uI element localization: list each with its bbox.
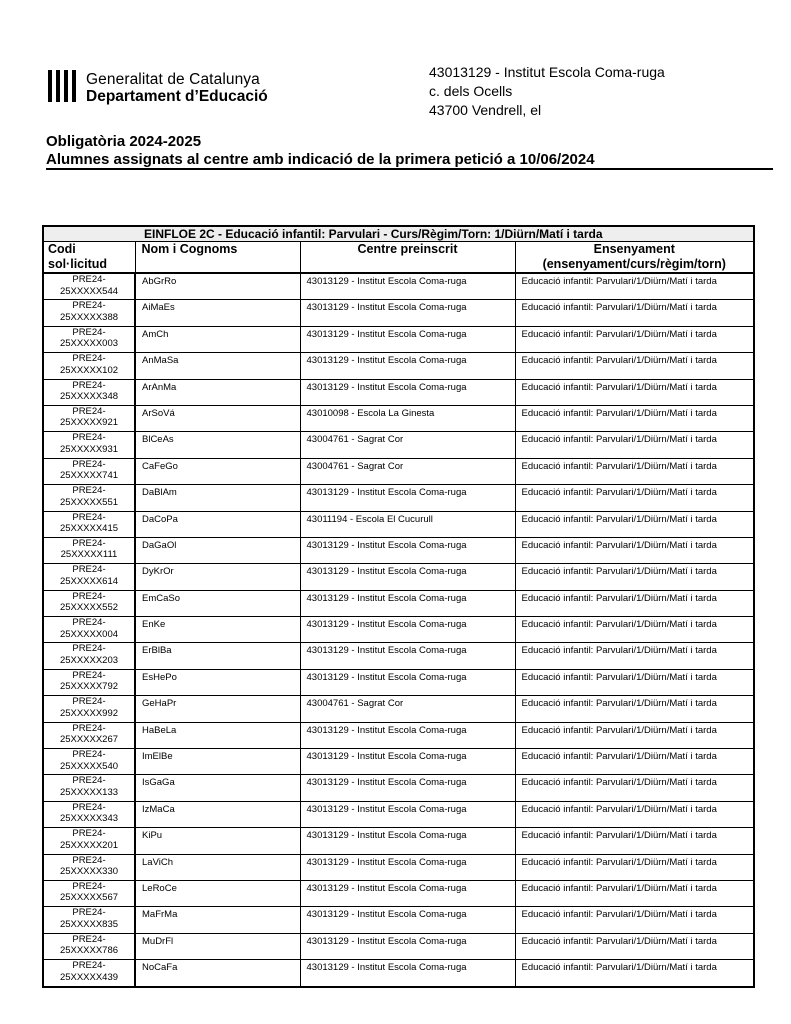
student-name-cell: KiPu (135, 828, 300, 854)
ensenyament-cell: Educació infantil: Parvulari/1/Diürn/Matí i tarda (515, 300, 754, 326)
table-row (43, 828, 754, 854)
ensenyament-cell: Educació infantil: Parvulari/1/Diürn/Matí i tarda (515, 326, 754, 352)
table-row (43, 643, 754, 669)
ensenyament-cell: Educació infantil: Parvulari/1/Diürn/Matí i tarda (515, 379, 754, 405)
request-code-prefix: PRE24- (72, 960, 106, 972)
student-name-cell: ArSoVá (135, 405, 300, 431)
column-header-code-line2: sol·licitud (48, 257, 108, 271)
request-code-cell (43, 775, 135, 801)
request-code-prefix: PRE24- (72, 537, 106, 549)
request-code-number: 25XXXXX348 (59, 391, 119, 403)
request-code-prefix: PRE24- (72, 643, 106, 655)
student-name-cell: NoCaFa (135, 960, 300, 987)
request-code-prefix: PRE24- (72, 696, 106, 708)
ensenyament-cell: Educació infantil: Parvulari/1/Diürn/Matí i tarda (515, 643, 754, 669)
request-code-cell (43, 405, 135, 431)
student-name-cell: AiMaEs (135, 300, 300, 326)
request-code-prefix: PRE24- (72, 722, 106, 734)
student-name-cell: LeRoCe (135, 880, 300, 906)
column-header-ens-line2: (ensenyament/curs/règim/torn) (542, 257, 726, 271)
table-row (43, 722, 754, 748)
centre-cell: 43013129 - Institut Escola Coma-ruga (300, 353, 515, 379)
ensenyament-cell: Educació infantil: Parvulari/1/Diürn/Matí i tarda (515, 696, 754, 722)
ensenyament-cell: Educació infantil: Parvulari/1/Diürn/Matí i tarda (515, 405, 754, 431)
request-code-cell (43, 907, 135, 933)
request-code-number: 25XXXXX614 (59, 575, 119, 587)
ensenyament-cell: Educació infantil: Parvulari/1/Diürn/Matí i tarda (515, 590, 754, 616)
centre-cell: 43013129 - Institut Escola Coma-ruga (300, 379, 515, 405)
request-code-number: 25XXXXX388 (59, 311, 119, 323)
table-row (43, 590, 754, 616)
centre-cell: 43013129 - Institut Escola Coma-ruga (300, 273, 515, 300)
student-name-cell: DaCoPa (135, 511, 300, 537)
table-row (43, 933, 754, 959)
student-name-cell: EsHePo (135, 669, 300, 695)
centre-cell: 43013129 - Institut Escola Coma-ruga (300, 300, 515, 326)
request-code-prefix: PRE24- (72, 854, 106, 866)
request-code-prefix: PRE24- (72, 590, 106, 602)
request-code-prefix: PRE24- (72, 326, 106, 338)
request-code-number: 25XXXXX835 (59, 918, 119, 930)
request-code-cell (43, 537, 135, 563)
table-row (43, 379, 754, 405)
request-code-prefix: PRE24- (72, 511, 106, 523)
table-row (43, 458, 754, 484)
ensenyament-cell: Educació infantil: Parvulari/1/Diürn/Matí i tarda (515, 617, 754, 643)
request-code-cell (43, 854, 135, 880)
ensenyament-cell: Educació infantil: Parvulari/1/Diürn/Matí i tarda (515, 880, 754, 906)
table-row (43, 273, 754, 300)
centre-cell: 43013129 - Institut Escola Coma-ruga (300, 749, 515, 775)
generalitat-logo (48, 70, 288, 106)
table-row (43, 617, 754, 643)
ensenyament-cell: Educació infantil: Parvulari/1/Diürn/Matí i tarda (515, 854, 754, 880)
request-code-prefix: PRE24- (72, 353, 106, 365)
request-code-cell (43, 880, 135, 906)
student-name-cell: ImElBe (135, 749, 300, 775)
logo-line-1: Generalitat de Catalunya (86, 71, 260, 88)
student-name-cell: AbGrRo (135, 273, 300, 300)
document-title (46, 133, 773, 169)
centre-cell: 43013129 - Institut Escola Coma-ruga (300, 775, 515, 801)
request-code-cell (43, 722, 135, 748)
student-name-cell: CaFeGo (135, 458, 300, 484)
table-row (43, 854, 754, 880)
ensenyament-cell: Educació infantil: Parvulari/1/Diürn/Matí i tarda (515, 458, 754, 484)
centre-cell: 43013129 - Institut Escola Coma-ruga (300, 880, 515, 906)
request-code-cell (43, 564, 135, 590)
centre-cell: 43013129 - Institut Escola Coma-ruga (300, 590, 515, 616)
student-name-cell: GeHaPr (135, 696, 300, 722)
table-row (43, 801, 754, 827)
request-code-cell (43, 379, 135, 405)
student-name-cell: BlCeAs (135, 432, 300, 458)
request-code-number: 25XXXXX792 (59, 681, 119, 693)
column-header-code-line1: Codi (48, 242, 76, 256)
request-code-prefix: PRE24- (72, 880, 106, 892)
request-code-cell (43, 696, 135, 722)
table-row (43, 696, 754, 722)
request-code-number: 25XXXXX003 (59, 338, 119, 350)
school-address (429, 63, 665, 120)
student-name-cell: DyKrOr (135, 564, 300, 590)
address-line-1: 43013129 - Institut Escola Coma-ruga (429, 64, 665, 80)
ensenyament-cell: Educació infantil: Parvulari/1/Diürn/Matí i tarda (515, 749, 754, 775)
request-code-number: 25XXXXX133 (59, 786, 119, 798)
request-code-number: 25XXXXX201 (59, 839, 119, 851)
request-code-prefix: PRE24- (72, 617, 106, 629)
table-row (43, 907, 754, 933)
request-code-number: 25XXXXX540 (59, 760, 119, 772)
request-code-prefix: PRE24- (72, 485, 106, 497)
column-header-ensenyament (515, 242, 754, 274)
request-code-number: 25XXXXX267 (59, 734, 119, 746)
ensenyament-cell: Educació infantil: Parvulari/1/Diürn/Matí i tarda (515, 669, 754, 695)
ensenyament-cell: Educació infantil: Parvulari/1/Diürn/Matí i tarda (515, 485, 754, 511)
student-name-cell: DaBlAm (135, 485, 300, 511)
request-code-cell (43, 458, 135, 484)
ensenyament-cell: Educació infantil: Parvulari/1/Diürn/Matí i tarda (515, 828, 754, 854)
column-header-code (43, 242, 135, 274)
request-code-cell (43, 326, 135, 352)
centre-cell: 43013129 - Institut Escola Coma-ruga (300, 643, 515, 669)
table-row (43, 326, 754, 352)
centre-cell: 43013129 - Institut Escola Coma-ruga (300, 485, 515, 511)
address-line-3: 43700 Vendrell, el (429, 102, 542, 118)
ensenyament-cell: Educació infantil: Parvulari/1/Diürn/Matí i tarda (515, 801, 754, 827)
request-code-prefix: PRE24- (72, 564, 106, 576)
request-code-number: 25XXXXX544 (59, 285, 119, 297)
student-name-cell: ErBlBa (135, 643, 300, 669)
request-code-number: 25XXXXX921 (59, 417, 119, 429)
ensenyament-cell: Educació infantil: Parvulari/1/Diürn/Matí i tarda (515, 511, 754, 537)
centre-cell: 43013129 - Institut Escola Coma-ruga (300, 801, 515, 827)
table-row (43, 405, 754, 431)
student-name-cell: EmCaSo (135, 590, 300, 616)
request-code-prefix: PRE24- (72, 907, 106, 919)
table-row (43, 749, 754, 775)
student-name-cell: AmCh (135, 326, 300, 352)
title-line-2: Alumnes assignats al centre amb indicació de la primera petició a 10/06/2024 (46, 151, 595, 168)
request-code-prefix: PRE24- (72, 828, 106, 840)
table-row (43, 300, 754, 326)
centre-cell: 43013129 - Institut Escola Coma-ruga (300, 564, 515, 590)
student-name-cell: DaGaOl (135, 537, 300, 563)
table-row (43, 669, 754, 695)
student-name-cell: AnMaSa (135, 353, 300, 379)
centre-cell: 43004761 - Sagrat Cor (300, 432, 515, 458)
centre-cell: 43013129 - Institut Escola Coma-ruga (300, 722, 515, 748)
student-name-cell: IzMaCa (135, 801, 300, 827)
request-code-cell (43, 801, 135, 827)
request-code-prefix: PRE24- (72, 775, 106, 787)
ensenyament-cell: Educació infantil: Parvulari/1/Diürn/Matí i tarda (515, 907, 754, 933)
request-code-number: 25XXXXX931 (59, 443, 119, 455)
request-code-cell (43, 353, 135, 379)
centre-cell: 43011194 - Escola El Cucurull (300, 511, 515, 537)
table-row (43, 960, 754, 987)
table-row (43, 432, 754, 458)
request-code-prefix: PRE24- (72, 669, 106, 681)
request-code-number: 25XXXXX343 (59, 813, 119, 825)
request-code-number: 25XXXXX203 (59, 654, 119, 666)
request-code-cell (43, 273, 135, 300)
request-code-number: 25XXXXX552 (59, 602, 119, 614)
request-code-number: 25XXXXX992 (59, 707, 119, 719)
request-code-prefix: PRE24- (72, 274, 106, 285)
request-code-number: 25XXXXX004 (59, 628, 119, 640)
table-row (43, 564, 754, 590)
student-name-cell: EnKe (135, 617, 300, 643)
student-name-cell: IsGaGa (135, 775, 300, 801)
centre-cell: 43013129 - Institut Escola Coma-ruga (300, 854, 515, 880)
request-code-cell (43, 485, 135, 511)
title-line-1: Obligatòria 2024-2025 (46, 133, 202, 150)
column-header-centre: Centre preinscrit (300, 242, 515, 274)
ensenyament-cell: Educació infantil: Parvulari/1/Diürn/Matí i tarda (515, 273, 754, 300)
centre-cell: 43013129 - Institut Escola Coma-ruga (300, 537, 515, 563)
request-code-number: 25XXXXX741 (59, 470, 119, 482)
table-row (43, 775, 754, 801)
table-row (43, 353, 754, 379)
request-code-prefix: PRE24- (72, 405, 106, 417)
request-code-prefix: PRE24- (72, 432, 106, 444)
title-divider (46, 168, 773, 170)
ensenyament-cell: Educació infantil: Parvulari/1/Diürn/Matí i tarda (515, 537, 754, 563)
student-name-cell: MaFrMa (135, 907, 300, 933)
request-code-number: 25XXXXX786 (59, 945, 119, 957)
request-code-cell (43, 933, 135, 959)
centre-cell: 43013129 - Institut Escola Coma-ruga (300, 828, 515, 854)
ensenyament-cell: Educació infantil: Parvulari/1/Diürn/Matí i tarda (515, 564, 754, 590)
assigned-students-table (42, 225, 755, 988)
centre-cell: 43013129 - Institut Escola Coma-ruga (300, 933, 515, 959)
table-row (43, 880, 754, 906)
centre-cell: 43013129 - Institut Escola Coma-ruga (300, 669, 515, 695)
centre-cell: 43013129 - Institut Escola Coma-ruga (300, 617, 515, 643)
student-name-cell: LaViCh (135, 854, 300, 880)
request-code-cell (43, 960, 135, 987)
table-row (43, 537, 754, 563)
column-header-name: Nom i Cognoms (135, 242, 300, 274)
centre-cell: 43013129 - Institut Escola Coma-ruga (300, 326, 515, 352)
request-code-prefix: PRE24- (72, 801, 106, 813)
student-name-cell: HaBeLa (135, 722, 300, 748)
ensenyament-cell: Educació infantil: Parvulari/1/Diürn/Matí i tarda (515, 960, 754, 987)
request-code-cell (43, 617, 135, 643)
address-line-2: c. dels Ocells (429, 83, 513, 99)
request-code-cell (43, 828, 135, 854)
request-code-cell (43, 590, 135, 616)
request-code-number: 25XXXXX111 (60, 549, 118, 561)
group-title: EINFLOE 2C - Educació infantil: Parvulari - Curs/Règim/Torn: 1/Diürn/Matí i tarda (43, 226, 754, 242)
ensenyament-cell: Educació infantil: Parvulari/1/Diürn/Matí i tarda (515, 432, 754, 458)
request-code-cell (43, 432, 135, 458)
centre-cell: 43013129 - Institut Escola Coma-ruga (300, 960, 515, 987)
request-code-prefix: PRE24- (72, 300, 106, 312)
centre-cell: 43010098 - Escola La Ginesta (300, 405, 515, 431)
request-code-prefix: PRE24- (72, 379, 106, 391)
centre-cell: 43013129 - Institut Escola Coma-ruga (300, 907, 515, 933)
request-code-number: 25XXXXX330 (59, 866, 119, 878)
student-name-cell: MuDrFl (135, 933, 300, 959)
centre-cell: 43004761 - Sagrat Cor (300, 696, 515, 722)
ensenyament-cell: Educació infantil: Parvulari/1/Diürn/Matí i tarda (515, 933, 754, 959)
request-code-prefix: PRE24- (72, 458, 106, 470)
logo-line-2: Departament d’Educació (86, 88, 268, 105)
catalan-flag-icon (48, 70, 78, 102)
request-code-cell (43, 300, 135, 326)
request-code-cell (43, 511, 135, 537)
centre-cell: 43004761 - Sagrat Cor (300, 458, 515, 484)
table-row (43, 511, 754, 537)
request-code-cell (43, 669, 135, 695)
request-code-number: 25XXXXX102 (59, 364, 119, 376)
ensenyament-cell: Educació infantil: Parvulari/1/Diürn/Matí i tarda (515, 775, 754, 801)
request-code-cell (43, 749, 135, 775)
request-code-number: 25XXXXX415 (59, 523, 119, 535)
request-code-cell (43, 643, 135, 669)
request-code-number: 25XXXXX567 (59, 892, 119, 904)
column-header-ens-line1: Ensenyament (593, 242, 675, 256)
ensenyament-cell: Educació infantil: Parvulari/1/Diürn/Matí i tarda (515, 722, 754, 748)
request-code-number: 25XXXXX439 (59, 971, 119, 983)
request-code-number: 25XXXXX551 (59, 496, 119, 508)
ensenyament-cell: Educació infantil: Parvulari/1/Diürn/Matí i tarda (515, 353, 754, 379)
request-code-prefix: PRE24- (72, 749, 106, 761)
table-row (43, 485, 754, 511)
student-name-cell: ArAnMa (135, 379, 300, 405)
request-code-prefix: PRE24- (72, 933, 106, 945)
